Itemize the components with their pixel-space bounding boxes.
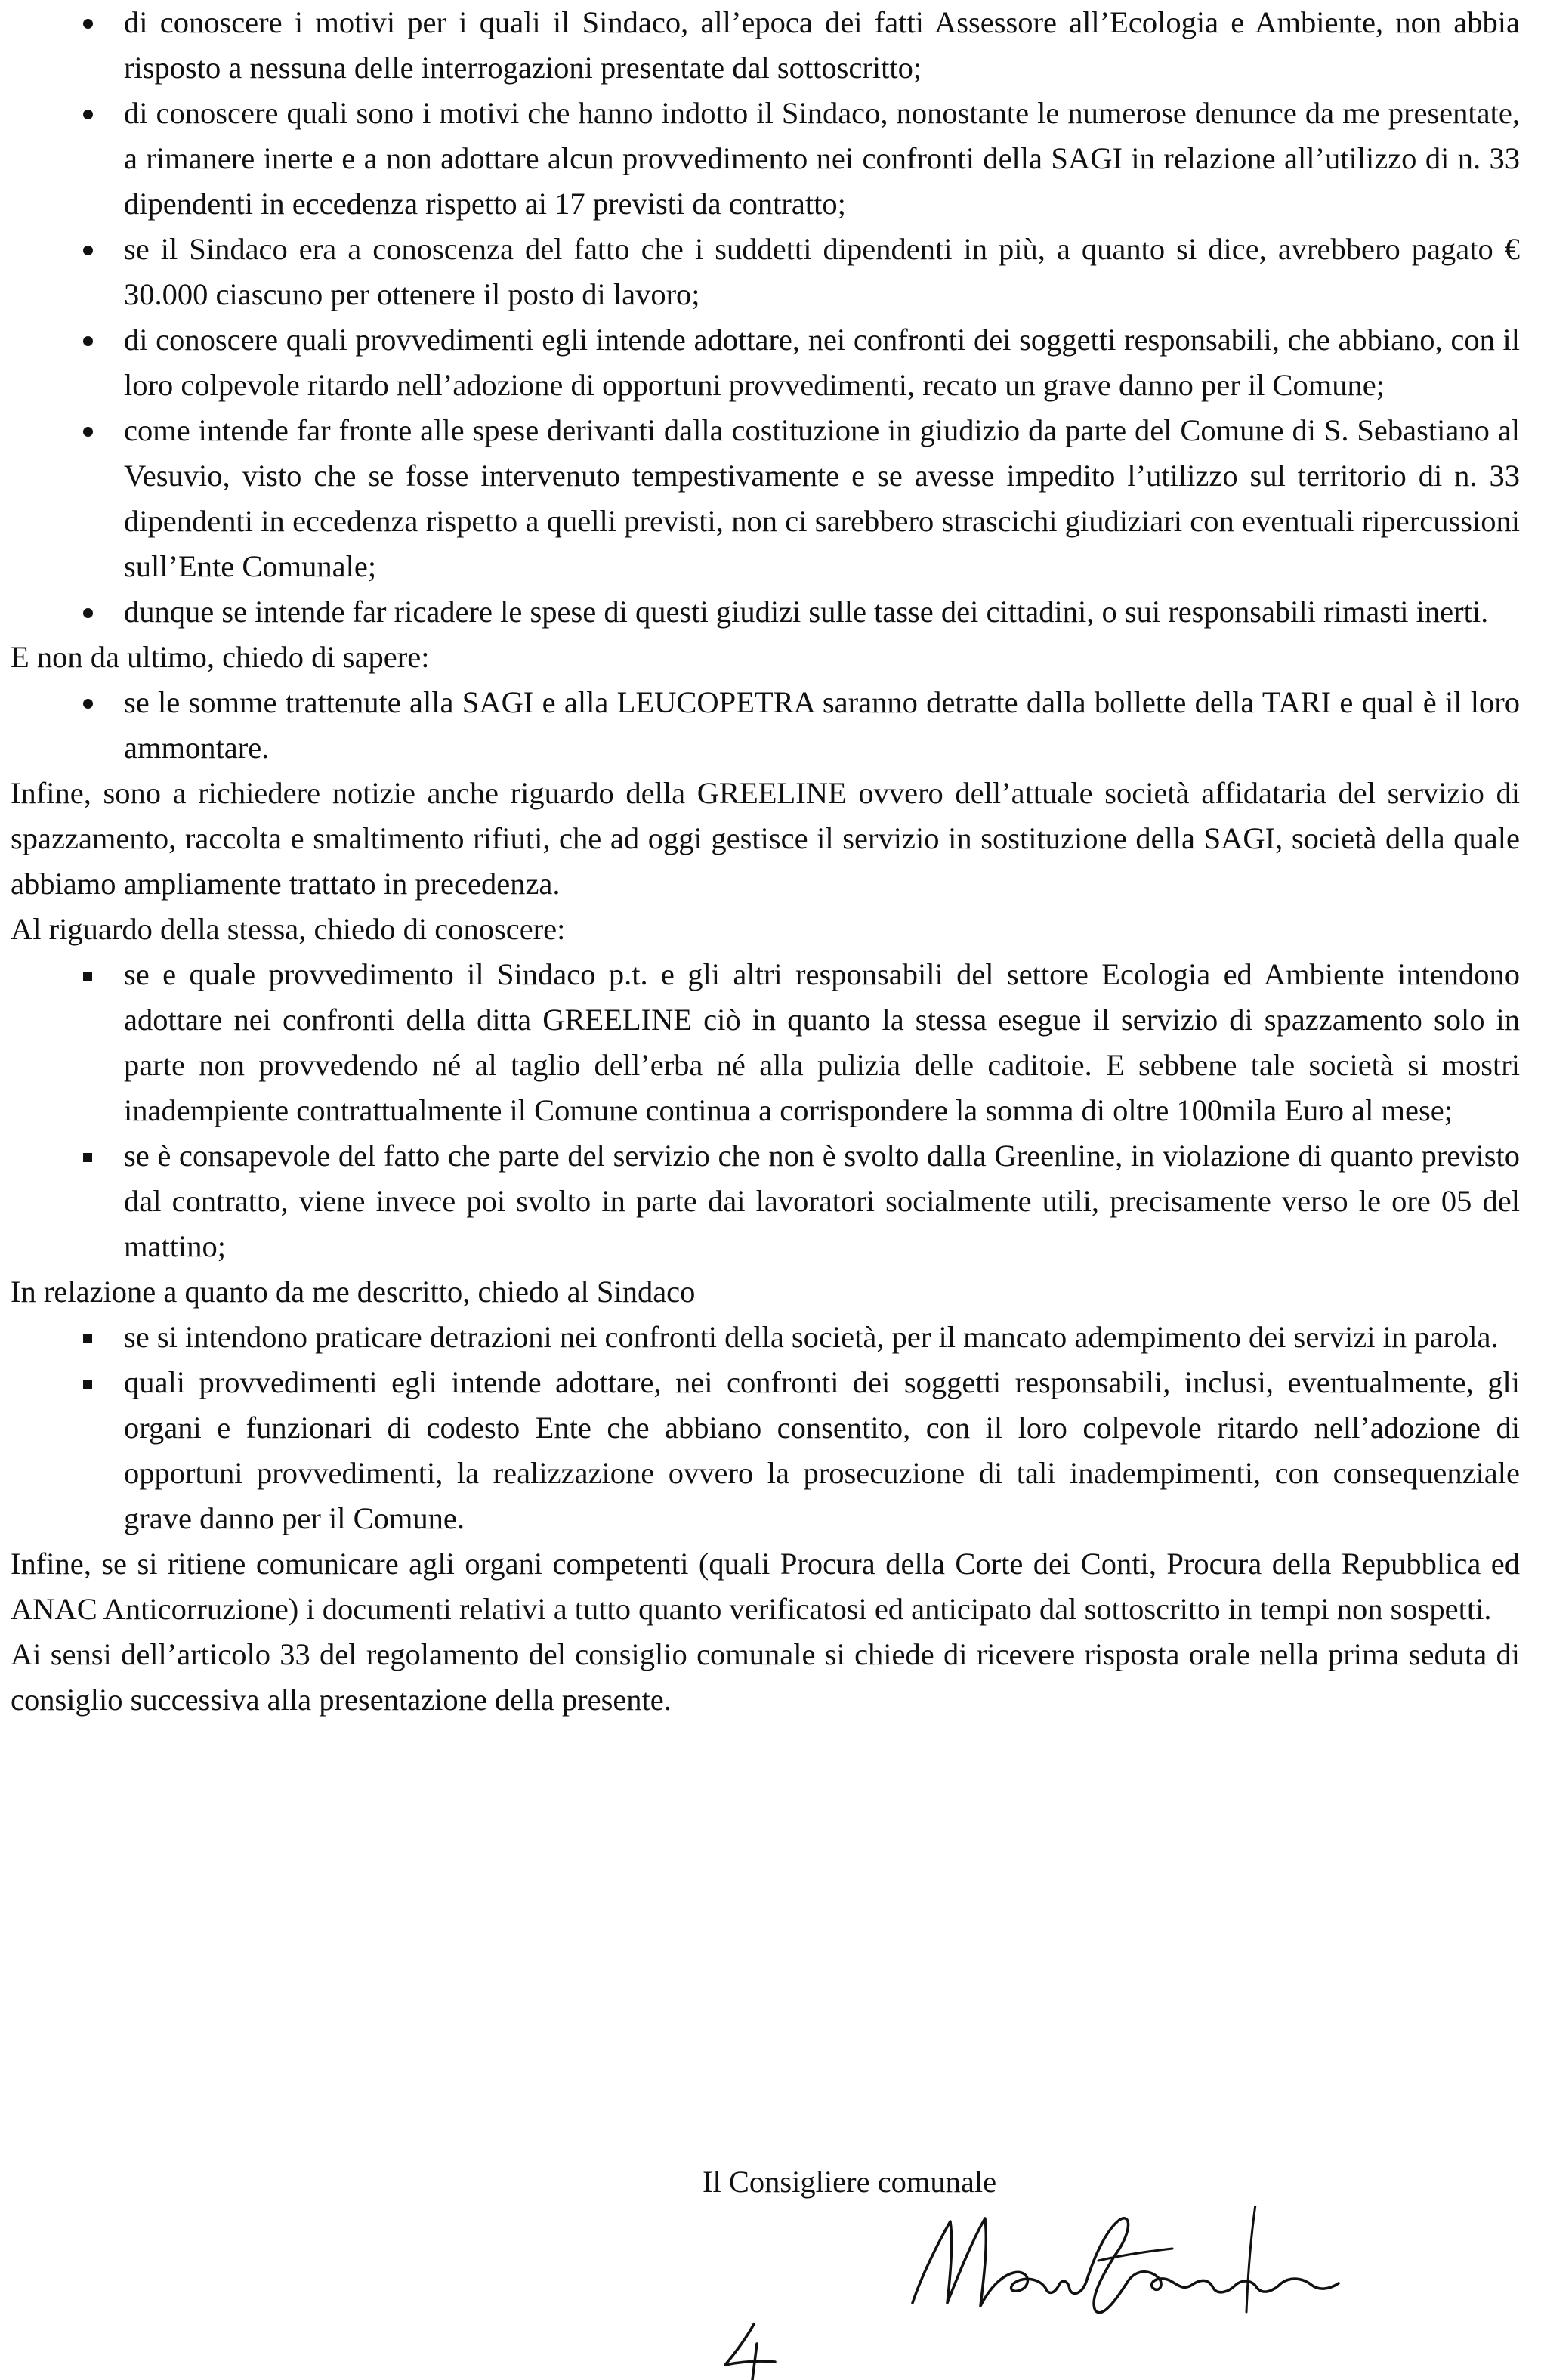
bullet-square-icon — [73, 1315, 103, 1360]
list-item: di conoscere i motivi per i quali il Sindaco, all’epoca dei fatti Assessore all’Ecologia e Ambiente, non abbia risposto a nessuna delle interrogazioni presentate dal sottoscritto; — [11, 0, 1520, 91]
questions-list-3 — [11, 952, 1520, 1269]
greeline-paragraph: Infine, sono a richiedere notizie anche riguardo della GREELINE ovvero dell’attuale società affidataria del servizio di spazzamento, raccolta e smaltimento rifiuti, che ad oggi gestisce il servizio in sostituzione della SAGI, società della quale abbiamo ampliamente trattato in precedenza. — [11, 776, 1520, 901]
list-item: come intende far fronte alle spese derivanti dalla costituzione in giudizio da parte del Comune di S. Sebastiano al Vesuvio, visto che se fosse intervenuto tempestivamente e se avesse impedito l’utilizzo sul territorio di n. 33 dipendenti in eccedenza rispetto a quelli previsti, non ci sarebbero strascichi giudiziari con eventuali ripercussioni sull’Ente Comunale; — [11, 408, 1520, 589]
list-item: se si intendono praticare detrazioni nei confronti della società, per il mancato adempimento dei servizi in parola. — [11, 1315, 1520, 1360]
signature-title: Il Consigliere comunale — [703, 2165, 997, 2199]
bullet-dot-icon — [73, 680, 103, 725]
bullet-square-icon — [73, 1360, 103, 1405]
list-item: quali provvedimenti egli intende adottare, nei confronti dei soggetti responsabili, inclusi, eventualmente, gli organi e funzionari di codesto Ente che abbiano consentito, con il loro colpevole ritardo nell’adozione di opportuni provvedimenti, la realizzazione ovvero la prosecuzione di tali inadempimenti, con consequenziale grave danno per il Comune. — [11, 1360, 1520, 1541]
list-item: se è consapevole del fatto che parte del servizio che non è svolto dalla Greenline, in violazione di quanto previsto dal contratto, viene invece poi svolto in parte dai lavoratori socialmente utili, precisamente verso le ore 05 del mattino; — [11, 1133, 1520, 1269]
bullet-dot-icon — [73, 589, 103, 635]
intro-paragraph-sapere: E non da ultimo, chiedo di sapere: — [11, 640, 430, 674]
list-item: dunque se intende far ricadere le spese di questi giudizi sulle tasse dei cittadini, o sui responsabili rimasti inerti. — [11, 589, 1520, 635]
bullet-dot-icon — [73, 0, 103, 45]
list-item: di conoscere quali provvedimenti egli intende adottare, nei confronti dei soggetti responsabili, che abbiano, con il loro colpevole ritardo nell’adozione di opportuni provvedimenti, recato un grave danno per il Comune; — [11, 317, 1520, 408]
list-item: se e quale provvedimento il Sindaco p.t. e gli altri responsabili del settore Ecologia ed Ambiente intendono adottare nei confronti della ditta GREELINE ciò in quanto la stessa esegue il servizio di spazzamento solo in parte non provvedendo né al taglio dell’erba né alla pulizia delle caditoie. E sebbene tale società si mostri inadempiente contrattualmente il Comune continua a corrispondere la somma di oltre 100mila Euro al mese; — [11, 952, 1520, 1133]
bullet-dot-icon — [73, 317, 103, 363]
questions-list-2 — [11, 680, 1520, 771]
bullet-dot-icon — [73, 91, 103, 136]
intro-paragraph-conoscere: Al riguardo della stessa, chiedo di conoscere: — [11, 912, 566, 946]
list-item: di conoscere quali sono i motivi che hanno indotto il Sindaco, nonostante le numerose denunce da me presentate, a rimanere inerte e a non adottare alcun provvedimento nei confronti della SAGI in relazione all’utilizzo di n. 33 dipendenti in eccedenza rispetto ai 17 previsti da contratto; — [11, 91, 1520, 227]
document-body — [11, 0, 1520, 1723]
bullet-square-icon — [73, 952, 103, 997]
page-number-handwritten — [710, 2314, 786, 2380]
articolo-paragraph: Ai sensi dell’articolo 33 del regolamento del consiglio comunale si chiede di ricevere risposta orale nella prima seduta di consiglio successiva alla presentazione della presente. — [11, 1637, 1520, 1717]
procura-paragraph: Infine, se si ritiene comunicare agli organi competenti (quali Procura della Corte dei Conti, Procura della Repubblica ed ANAC Anticorruzione) i documenti relativi a tutto quanto verificatosi ed anticipato dal sottoscritto in tempi non sospetti. — [11, 1547, 1520, 1626]
list-item: se il Sindaco era a conoscenza del fatto che i suddetti dipendenti in più, a quanto si dice, avrebbero pagato € 30.000 ciascuno per ottenere il posto di lavoro; — [11, 227, 1520, 317]
bullet-square-icon — [73, 1133, 103, 1179]
bullet-dot-icon — [73, 408, 103, 453]
questions-list-1 — [11, 0, 1520, 635]
intro-paragraph-sindaco: In relazione a quanto da me descritto, chiedo al Sindaco — [11, 1275, 696, 1309]
handwritten-signature — [891, 2206, 1481, 2320]
list-item: se le somme trattenute alla SAGI e alla LEUCOPETRA saranno detratte dalla bollette della TARI e qual è il loro ammontare. — [11, 680, 1520, 771]
bullet-dot-icon — [73, 227, 103, 272]
questions-list-4 — [11, 1315, 1520, 1541]
